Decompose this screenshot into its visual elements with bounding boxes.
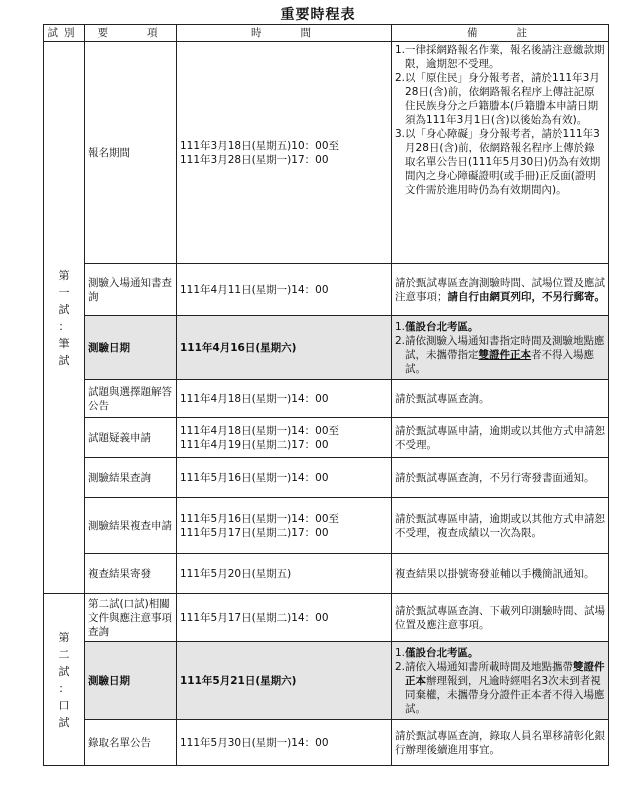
- time-cell: [177, 594, 392, 642]
- note-text: 辦理報到，凡逾時經唱名3次未到者視同棄權，未攜帶身分證件正本者不得入場應試。: [405, 674, 605, 715]
- note-emphasis: 雙證件正本: [405, 660, 605, 687]
- note-cell: 請於甄試專區申請，逾期或以其他方式申請恕不受理。: [392, 418, 609, 458]
- note-number: 2.: [395, 334, 406, 347]
- note-cell: 請於甄試專區查詢。: [392, 380, 609, 418]
- time-cell: [177, 498, 392, 554]
- note-text: 請依入場通知書所載時間及地點攜帶: [405, 660, 574, 673]
- time-cell: [177, 458, 392, 498]
- table-row: [44, 594, 609, 642]
- time-line: 111年4月11日(星期一)14：00: [180, 283, 329, 296]
- table-row: [44, 264, 609, 316]
- note-number: 1.: [395, 320, 406, 333]
- page-title: 重要時程表: [280, 7, 356, 23]
- time-line: 111年5月20日(星期五): [180, 567, 292, 580]
- time-line: 111年5月30日(星期一)14：00: [180, 736, 329, 749]
- item-cell: 錄取名單公告: [85, 720, 177, 766]
- note-item: [395, 43, 605, 71]
- schedule-table: [43, 24, 609, 766]
- table-row: [44, 380, 609, 418]
- time-cell: [177, 554, 392, 594]
- time-cell: [177, 418, 392, 458]
- table-row-highlighted: [44, 642, 609, 720]
- stage-char: 試: [58, 715, 70, 729]
- note-item: [395, 660, 605, 716]
- item-cell: 複查結果寄發: [85, 554, 177, 594]
- note-number: 3.: [395, 128, 406, 140]
- note-cell: 請於甄試專區查詢，錄取人員名單移請彰化銀行辦理後續進用事宜。: [392, 720, 609, 766]
- item-cell: 試題疑義申請: [85, 418, 177, 458]
- item-cell: 測驗日期: [85, 642, 177, 720]
- time-line: 111年4月19日(星期二)17：00: [180, 438, 329, 451]
- stage-char: 試: [58, 353, 70, 367]
- note-emphasis: 請自行由網頁列印，不另行郵寄。: [447, 290, 605, 303]
- time-line: 111年5月17日(星期二)14：00: [180, 611, 329, 624]
- time-cell: [177, 264, 392, 316]
- stage-char: 第: [58, 630, 70, 644]
- stage-char: 試: [58, 664, 70, 678]
- note-cell: [392, 42, 609, 264]
- table-row: [44, 458, 609, 498]
- header-row: [44, 25, 609, 42]
- stage-written-cell: [44, 42, 85, 594]
- item-cell: 測驗結果查詢: [85, 458, 177, 498]
- note-cell: [392, 264, 609, 316]
- header-note: 備 註: [392, 25, 609, 42]
- note-emphasis: 雙證件正本: [478, 348, 532, 361]
- time-cell: [177, 380, 392, 418]
- table-row: [44, 720, 609, 766]
- note-cell: 複查結果以掛號寄發並輔以手機簡訊通知。: [392, 554, 609, 594]
- time-cell: [177, 642, 392, 720]
- stage-char: ：: [58, 319, 70, 333]
- note-text: 以「原住民」身分報考者，請於111年3月28日(含)前，依網路報名程序上傳註記原住民族身分之戶籍謄本(戶籍謄本申請日期須為111年3月1日(含)以後始為有效)。: [405, 72, 600, 126]
- table-row: [44, 418, 609, 458]
- stage-oral-cell: [44, 594, 85, 766]
- note-text: 一律採網路報名作業，報名後請注意繳款期限，逾期恕不受理。: [405, 44, 605, 70]
- item-cell: 報名期間: [85, 42, 177, 264]
- note-item: [395, 334, 605, 376]
- note-number: 1.: [395, 44, 406, 56]
- time-line: 111年4月18日(星期一)14：00: [180, 392, 329, 405]
- note-number: 2.: [395, 660, 406, 673]
- stage-char: 試: [58, 302, 70, 316]
- table-row: [44, 554, 609, 594]
- time-cell: [177, 42, 392, 264]
- note-item: [395, 646, 605, 660]
- time-cell: [177, 720, 392, 766]
- note-text: 請依測驗入場通知書指定時間及測驗地點應試，未攜帶指定: [405, 334, 605, 361]
- table-row: [44, 42, 609, 264]
- time-line: 111年5月21日(星期六): [180, 674, 297, 687]
- note-item: [395, 320, 605, 334]
- time-line: 111年5月16日(星期一)14：00至: [180, 512, 339, 525]
- item-cell: 測驗日期: [85, 316, 177, 380]
- item-cell: 試題與選擇題解答公告: [85, 380, 177, 418]
- header-time: 時 間: [177, 25, 392, 42]
- header-stage: 試別: [44, 25, 85, 42]
- stage-char: 口: [58, 698, 70, 712]
- stage-char: 第: [58, 268, 70, 282]
- note-cell: [392, 642, 609, 720]
- stage-char: 一: [58, 285, 70, 299]
- time-line: 111年5月16日(星期一)14：00: [180, 471, 329, 484]
- table-row-highlighted: [44, 316, 609, 380]
- item-cell: 測驗入場通知書查詢: [85, 264, 177, 316]
- stage-char: ：: [58, 681, 70, 695]
- time-line: 111年4月18日(星期一)14：00至: [180, 424, 339, 437]
- stage-char: 筆: [58, 336, 70, 350]
- time-line: 111年3月18日(星期五)10：00至: [180, 139, 339, 152]
- note-emphasis: 僅設台北考區。: [405, 646, 479, 659]
- item-cell: 測驗結果複查申請: [85, 498, 177, 554]
- note-number: 1.: [395, 646, 406, 659]
- note-cell: 請於甄試專區查詢、下載列印測驗時間、試場位置及應注意事項。: [392, 594, 609, 642]
- note-text: 請於甄試專區查詢測驗時間、試場位置及應試注意事項；: [395, 276, 605, 303]
- time-line: 111年5月17日(星期二)17：00: [180, 526, 329, 539]
- table-row: [44, 498, 609, 554]
- time-line: 111年3月28日(星期一)17：00: [180, 153, 329, 166]
- note-item: [395, 71, 605, 127]
- note-cell: 請於甄試專區查詢，不另行寄發書面通知。: [392, 458, 609, 498]
- note-text: 以「身心障礙」身分報考者，請於111年3月28日(含)前，依網路報名程序上傳於錄取名單公告日(111年5月30日)仍為有效期間內之身心障礙證明(或手冊)正反面(證明文件需於進用時仍為有效期間內)。: [405, 128, 601, 196]
- time-line: 111年4月16日(星期六): [180, 341, 297, 354]
- note-item: [395, 127, 605, 197]
- note-cell: 請於甄試專區申請，逾期或以其他方式申請恕不受理，複查成績以一次為限。: [392, 498, 609, 554]
- note-emphasis: 僅設台北考區。: [405, 320, 479, 333]
- time-cell: [177, 316, 392, 380]
- note-text: 者不得入場應試。: [405, 348, 595, 375]
- note-number: 2.: [395, 72, 406, 84]
- note-cell: [392, 316, 609, 380]
- stage-char: 二: [58, 647, 70, 661]
- item-cell: 第二試(口試)相關文件與應注意事項查詢: [85, 594, 177, 642]
- header-item: 要 項: [85, 25, 177, 42]
